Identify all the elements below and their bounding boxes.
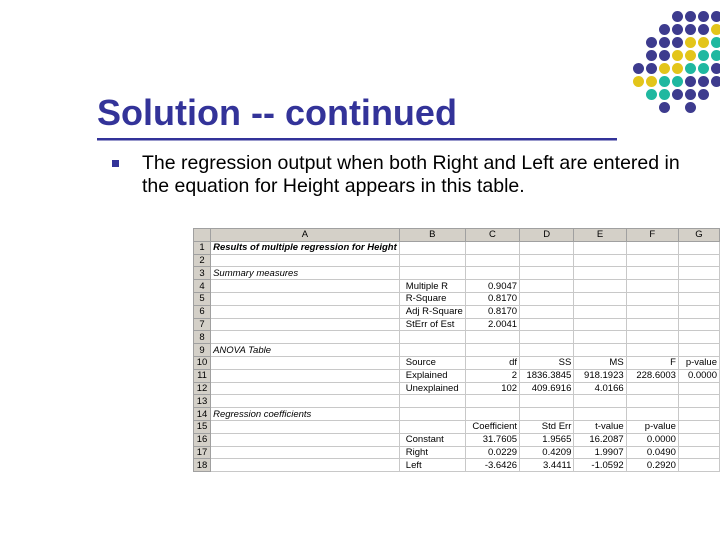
table-cell: -3.6426 <box>465 459 519 472</box>
table-cell <box>465 254 519 267</box>
decorative-dot <box>672 24 683 35</box>
table-cell <box>520 292 574 305</box>
table-cell: 409.6916 <box>520 382 574 395</box>
table-row <box>194 459 720 472</box>
table-cell <box>520 318 574 331</box>
decorative-dot <box>633 63 644 74</box>
decorative-dot <box>672 76 683 87</box>
table-cell: F <box>626 356 678 369</box>
table-cell <box>211 331 400 344</box>
table-cell <box>678 395 719 408</box>
table-cell <box>574 305 626 318</box>
row-number: 1 <box>194 241 211 254</box>
decorative-dot <box>672 11 683 22</box>
column-header: G <box>678 229 719 242</box>
table-cell: 31.7605 <box>465 433 519 446</box>
table-cell <box>399 420 465 433</box>
table-cell: 4.0166 <box>574 382 626 395</box>
table-row <box>194 241 720 254</box>
table-row <box>194 344 720 357</box>
table-cell <box>211 292 400 305</box>
decorative-dot <box>698 50 709 61</box>
decorative-dot <box>711 63 720 74</box>
table-cell <box>211 459 400 472</box>
table-row <box>194 254 720 267</box>
table-cell: 16.2087 <box>574 433 626 446</box>
decorative-dot <box>659 89 670 100</box>
table-cell <box>211 395 400 408</box>
table-cell <box>678 305 719 318</box>
row-number: 13 <box>194 395 211 408</box>
table-row <box>194 331 720 344</box>
column-header: E <box>574 229 626 242</box>
row-number: 5 <box>194 292 211 305</box>
table-row <box>194 280 720 293</box>
table-cell: 1.9907 <box>574 446 626 459</box>
table-row <box>194 267 720 280</box>
row-number: 4 <box>194 280 211 293</box>
bullet-text: The regression output when both Right and Left are entered in the equation for Height appears in this table. <box>142 152 680 197</box>
table-cell <box>399 267 465 280</box>
decorative-dot <box>672 63 683 74</box>
table-row <box>194 305 720 318</box>
table-cell <box>399 331 465 344</box>
table-cell <box>211 433 400 446</box>
corner-cell <box>194 229 211 242</box>
row-number: 8 <box>194 331 211 344</box>
table-cell: t-value <box>574 420 626 433</box>
table-cell <box>574 395 626 408</box>
table-row <box>194 292 720 305</box>
table-cell: Constant <box>399 433 465 446</box>
table-cell <box>520 408 574 421</box>
table-cell: StErr of Est <box>399 318 465 331</box>
table-cell <box>399 344 465 357</box>
decorative-dot <box>698 24 709 35</box>
table-cell <box>465 408 519 421</box>
table-cell <box>211 369 400 382</box>
table-cell <box>465 267 519 280</box>
table-cell <box>574 241 626 254</box>
table-cell: MS <box>574 356 626 369</box>
table-cell: Right <box>399 446 465 459</box>
table-cell <box>211 280 400 293</box>
table-cell <box>678 267 719 280</box>
column-header: A <box>211 229 400 242</box>
decorative-dot <box>659 24 670 35</box>
column-header-row <box>194 229 720 242</box>
table-cell: 0.4209 <box>520 446 574 459</box>
bullet-square-icon <box>112 160 119 167</box>
decorative-dot <box>698 11 709 22</box>
table-cell <box>211 254 400 267</box>
table-cell: 228.6003 <box>626 369 678 382</box>
table-cell <box>520 280 574 293</box>
decorative-dot <box>711 50 720 61</box>
table-cell: 2.0041 <box>465 318 519 331</box>
table-cell <box>574 408 626 421</box>
table-cell <box>211 305 400 318</box>
decorative-dot <box>711 76 720 87</box>
table-cell: 102 <box>465 382 519 395</box>
table-cell: 0.9047 <box>465 280 519 293</box>
column-header: C <box>465 229 519 242</box>
row-number: 18 <box>194 459 211 472</box>
table-cell: 0.2920 <box>626 459 678 472</box>
table-cell <box>626 241 678 254</box>
row-number: 16 <box>194 433 211 446</box>
table-cell <box>678 446 719 459</box>
table-cell <box>678 318 719 331</box>
table-cell <box>520 344 574 357</box>
table-row <box>194 420 720 433</box>
table-cell: Source <box>399 356 465 369</box>
table-cell <box>211 318 400 331</box>
decorative-dot <box>646 76 657 87</box>
decorative-dot <box>711 24 720 35</box>
table-cell <box>626 280 678 293</box>
decorative-dot <box>646 50 657 61</box>
table-cell <box>678 420 719 433</box>
table-cell: Results of multiple regression for Height <box>211 241 400 254</box>
decorative-dot <box>646 37 657 48</box>
decorative-dot <box>698 37 709 48</box>
row-number: 11 <box>194 369 211 382</box>
table-cell <box>465 344 519 357</box>
table-cell <box>678 280 719 293</box>
table-cell: 1.9565 <box>520 433 574 446</box>
table-row <box>194 408 720 421</box>
table-cell: Coefficient <box>465 420 519 433</box>
table-cell: Multiple R <box>399 280 465 293</box>
decorative-dot <box>685 102 696 113</box>
table-cell <box>574 267 626 280</box>
table-cell: 2 <box>465 369 519 382</box>
decorative-dot <box>646 89 657 100</box>
table-cell <box>574 254 626 267</box>
decorative-dot <box>672 89 683 100</box>
table-cell: p-value <box>678 356 719 369</box>
decorative-dot <box>685 76 696 87</box>
table-cell <box>465 395 519 408</box>
table-cell <box>399 241 465 254</box>
table-cell: Left <box>399 459 465 472</box>
table-cell: 0.0229 <box>465 446 519 459</box>
table-cell: 0.8170 <box>465 305 519 318</box>
table-cell <box>626 254 678 267</box>
table-cell <box>574 280 626 293</box>
row-number: 9 <box>194 344 211 357</box>
table-cell <box>626 318 678 331</box>
decorative-dot <box>685 37 696 48</box>
table-cell <box>574 331 626 344</box>
decorative-dot <box>659 102 670 113</box>
decorative-dot <box>685 50 696 61</box>
table-cell <box>678 241 719 254</box>
table-cell <box>465 241 519 254</box>
row-number: 3 <box>194 267 211 280</box>
table-cell: 0.8170 <box>465 292 519 305</box>
column-header: F <box>626 229 678 242</box>
table-cell: Adj R-Square <box>399 305 465 318</box>
row-number: 17 <box>194 446 211 459</box>
table-cell: Explained <box>399 369 465 382</box>
regression-spreadsheet <box>193 228 720 472</box>
table-cell: df <box>465 356 519 369</box>
table-cell <box>678 292 719 305</box>
table-cell: 3.4411 <box>520 459 574 472</box>
table-cell <box>626 292 678 305</box>
table-cell <box>626 408 678 421</box>
decorative-dot <box>659 37 670 48</box>
table-cell: SS <box>520 356 574 369</box>
table-row <box>194 446 720 459</box>
table-cell: Std Err <box>520 420 574 433</box>
table-cell <box>626 395 678 408</box>
table-cell: -1.0592 <box>574 459 626 472</box>
table-cell: p-value <box>626 420 678 433</box>
decorative-dot <box>685 89 696 100</box>
table-row <box>194 433 720 446</box>
slide-title: Solution -- continued <box>97 92 457 133</box>
table-cell <box>626 331 678 344</box>
table-cell <box>211 446 400 459</box>
decorative-dot <box>711 37 720 48</box>
decorative-dot <box>659 63 670 74</box>
table-cell <box>520 241 574 254</box>
table-cell: Unexplained <box>399 382 465 395</box>
table-cell <box>678 459 719 472</box>
table-cell <box>465 331 519 344</box>
row-number: 2 <box>194 254 211 267</box>
table-cell <box>520 331 574 344</box>
row-number: 15 <box>194 420 211 433</box>
table-cell <box>520 254 574 267</box>
decorative-dot <box>698 76 709 87</box>
decorative-dot <box>633 76 644 87</box>
table-cell <box>211 382 400 395</box>
decorative-dot <box>672 37 683 48</box>
decorative-dot <box>698 63 709 74</box>
table-cell: 1836.3845 <box>520 369 574 382</box>
table-cell <box>678 433 719 446</box>
table-cell: ANOVA Table <box>211 344 400 357</box>
column-header: B <box>399 229 465 242</box>
table-cell <box>678 408 719 421</box>
table-cell: 918.1923 <box>574 369 626 382</box>
table-cell <box>626 267 678 280</box>
table-cell <box>399 254 465 267</box>
table-row <box>194 395 720 408</box>
table-row <box>194 356 720 369</box>
decorative-dot <box>698 89 709 100</box>
decorative-dot <box>685 11 696 22</box>
table-row <box>194 318 720 331</box>
row-number: 6 <box>194 305 211 318</box>
table-cell <box>211 356 400 369</box>
table-cell <box>678 254 719 267</box>
row-number: 12 <box>194 382 211 395</box>
decorative-dot <box>659 76 670 87</box>
title-underline <box>97 138 617 141</box>
table-cell: 0.0000 <box>678 369 719 382</box>
column-header: D <box>520 229 574 242</box>
decorative-dot <box>711 11 720 22</box>
row-number: 10 <box>194 356 211 369</box>
table-cell <box>678 331 719 344</box>
table-row <box>194 382 720 395</box>
table-cell <box>626 305 678 318</box>
table-cell: R-Square <box>399 292 465 305</box>
decorative-dot <box>659 50 670 61</box>
row-number: 7 <box>194 318 211 331</box>
table-cell <box>211 420 400 433</box>
table-cell <box>399 395 465 408</box>
table-cell <box>520 395 574 408</box>
table-cell <box>626 344 678 357</box>
decorative-dot <box>672 50 683 61</box>
table-cell: 0.0000 <box>626 433 678 446</box>
decorative-dot <box>646 63 657 74</box>
table-cell <box>520 305 574 318</box>
table-cell: 0.0490 <box>626 446 678 459</box>
decorative-dot <box>685 24 696 35</box>
table-cell: Regression coefficients <box>211 408 400 421</box>
table-cell <box>574 318 626 331</box>
table-cell <box>574 344 626 357</box>
table-cell <box>574 292 626 305</box>
table-cell <box>626 382 678 395</box>
table-cell <box>399 408 465 421</box>
table-cell: Summary measures <box>211 267 400 280</box>
row-number: 14 <box>194 408 211 421</box>
decorative-dot <box>685 63 696 74</box>
table-cell <box>678 382 719 395</box>
table-cell <box>520 267 574 280</box>
table-row <box>194 369 720 382</box>
table-cell <box>678 344 719 357</box>
